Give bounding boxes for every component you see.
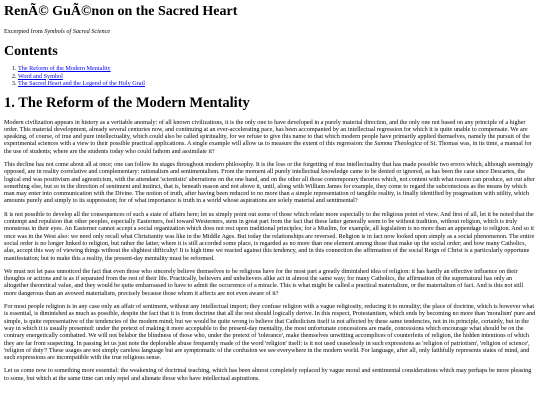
toc-link-word-symbol[interactable]: Word and Symbol <box>18 72 63 80</box>
paragraph <box>4 119 536 155</box>
contents-heading: Contents <box>4 44 58 60</box>
paragraph-text: Modern civilization appears in history as a veritable anomaly: of all known civilizations, it is the only one to have developed in a purely material direction, and the only one not based on any principle of a higher order. This material development, already several centuries now, and continuing at an ever-accelerating pace, has been accompanied by an intellectual regression for which it is quite unable to compensate. We are speaking, of course, of true and pure intellectuality, which could also be called spirituality, for we refuse to give this name to that which modern people have primarily applied themselves, namely the pursuit of the experimental sciences with a view to their possible practical applications. A single example will allow us to measure the extent of this regression: the <box>4 118 530 148</box>
table-of-contents <box>4 65 536 87</box>
page-title: RenÃ© GuÃ©non on the Sacred Heart <box>4 4 238 19</box>
section-body <box>4 119 536 383</box>
excerpt-note <box>4 28 536 35</box>
toc-item <box>18 80 536 87</box>
toc-link-sacred-heart[interactable]: The Sacred Heart and the Legend of the Holy Grail <box>18 80 145 88</box>
paragraph: It is not possible to develop all the consequences of such a state of affairs here; let us simply point out some of those which relate more especially to the religious point of view. And first of all, let it be noted that the contempt and repulsion that other peoples, especially Easterners, feel toward Westerners, stem in great part from the fact that these latter generally seem to be without tradition, without religion, which is truly monstrous in their eyes. An Easterner cannot accept a social organization which does not rest upon traditional principles; for a Muslim, for example, all legislation is no more than an appendage to religion. And so it once was in the West also: we need only recall what Christianity was like in the Middle Ages. But today the relationships are reversed. Religion is in fact now looked upon simply as a social phenomenon. The entire social order is no longer linked to religion, but rather the latter, where it is still accorded some place, is regarded as no more than one element among those that make up the social order; and how many Catholics, alas, accept this way of viewing things without the slightest difficulty! It is high time we reacted against this tendency, and in this connection the affirmation of the social Reign of Christ is a particularly opportune manifestation; but to make this a reality, the present-day mentality must be reformed. <box>4 210 535 262</box>
paragraph: For most people religion is in any case only an affair of sentiment, without any intellectual import; they confuse religion with a vague religiosity, reducing it to morality; the place of doctrine, which is however what is essential, is diminished as much as possible, despite the fact that it is from doctrine that all the rest should logically derive. In this respect, Protestantism, which ends by becoming no more than 'moralism' pure and simple, is quite representative of the tendencies of the modern mind; but we would be quite wrong to believe that Catholicism itself is not affected by these same tendencies, not in its principle, certainly, but in the way in which it is usually presented: under the pretext of making it more acceptable to the present-day mentality, the most unfortunate concessions are made, concessions which encourage what should be on the contrary energetically combatted. We will not belabor the blindness of those who, under the pretext of 'tolerance', make themselves unwitting accomplices of counterfeits of religion, the hidden intentions of which they are far from suspecting. In passing let us just note the deplorable abuse frequently made of the word 'religion' itself: is it not used ceaselessly in such expressions as 'religion of patriotism', 'religion of science', 'religion of duty'? These usages are not simply careless language but are symptomatic of the confusion we see everywhere in the modern world. For language, after all, only faithfully represents states of mind, and such expressions are incompatible with the true religious sense. <box>4 303 536 362</box>
paragraph: We must not let pass unnoticed the fact that even those who sincerely believe themselves to be religious have for the most part a greatly diminished idea of religion: it has hardly an effective influence on their thoughts or actions and is as if separated from the rest of their life. Practically, believers and unbelievers alike act in almost the same way; for many Catholics, the affirmation of the supernatural has only an altogether theoretical value, and they would be quite embarrassed to have to admit the occurrence of a miracle. This is what might be called a practical materialism, or the materialism of fact. And is this not still more dangerous than an avowed materialism, precisely because those whom it affects are not even aware of it? <box>4 267 524 297</box>
excerpt-prefix: Excerpted from <box>4 28 45 35</box>
paragraph: This decline has not come about all at once; one can follow its stages throughout modern philosophy. It is the loss or the forgetting of true intellectuality that has made possible two errors which, although seemingly opposed, are in reality correlative and complementary: rationalism and sentimentalism. From the moment all purely intellectual knowledge came to be denied or ignored, as has been the case since Descartes, the logical end was positivism and agnosticism, with the attendant 'scientistic' aberrations on the one hand, and on the other all those contemporary theories which, not content with what reason can produce, set out after something else, but so in the direction of sentiment and instinct, that is, beneath reason and not above it, until, along with William James for example, they come to regard the subconscious as the means by which man may enter into communication with the Divine. The notion of truth, after having been reduced to no more than a simple representation of tangible reality, is finally identified by pragmatism with utility, which amounts purely and simply to its suppression; for of what importance is truth in a world whose aspirations are solely material and sentimental? <box>4 161 535 205</box>
paragraph: Let us come now to something more essential: the weakening of doctrinal teaching, which has been almost completely replaced by vague moral and sentimental considerations which may perhaps be more pleasing to some, but which at the same time can only repel and alienate those who have intellectual aspirations. <box>4 367 532 382</box>
toc-link-reform[interactable]: The Reform of the Modern Mentality <box>18 65 111 73</box>
excerpt-source: Symbols of Sacred Science <box>44 28 111 35</box>
document-page <box>0 4 540 382</box>
paragraph-emphasis: Summa Theologica <box>374 140 422 148</box>
toc-item <box>18 73 536 80</box>
toc-item <box>18 65 536 72</box>
section-heading: 1. The Reform of the Modern Mentality <box>4 94 250 111</box>
paragraph-text: of St. Thomas was, in its time, a manual for the use of students; where are the students today who could fathom and assimilate it? <box>4 140 532 155</box>
